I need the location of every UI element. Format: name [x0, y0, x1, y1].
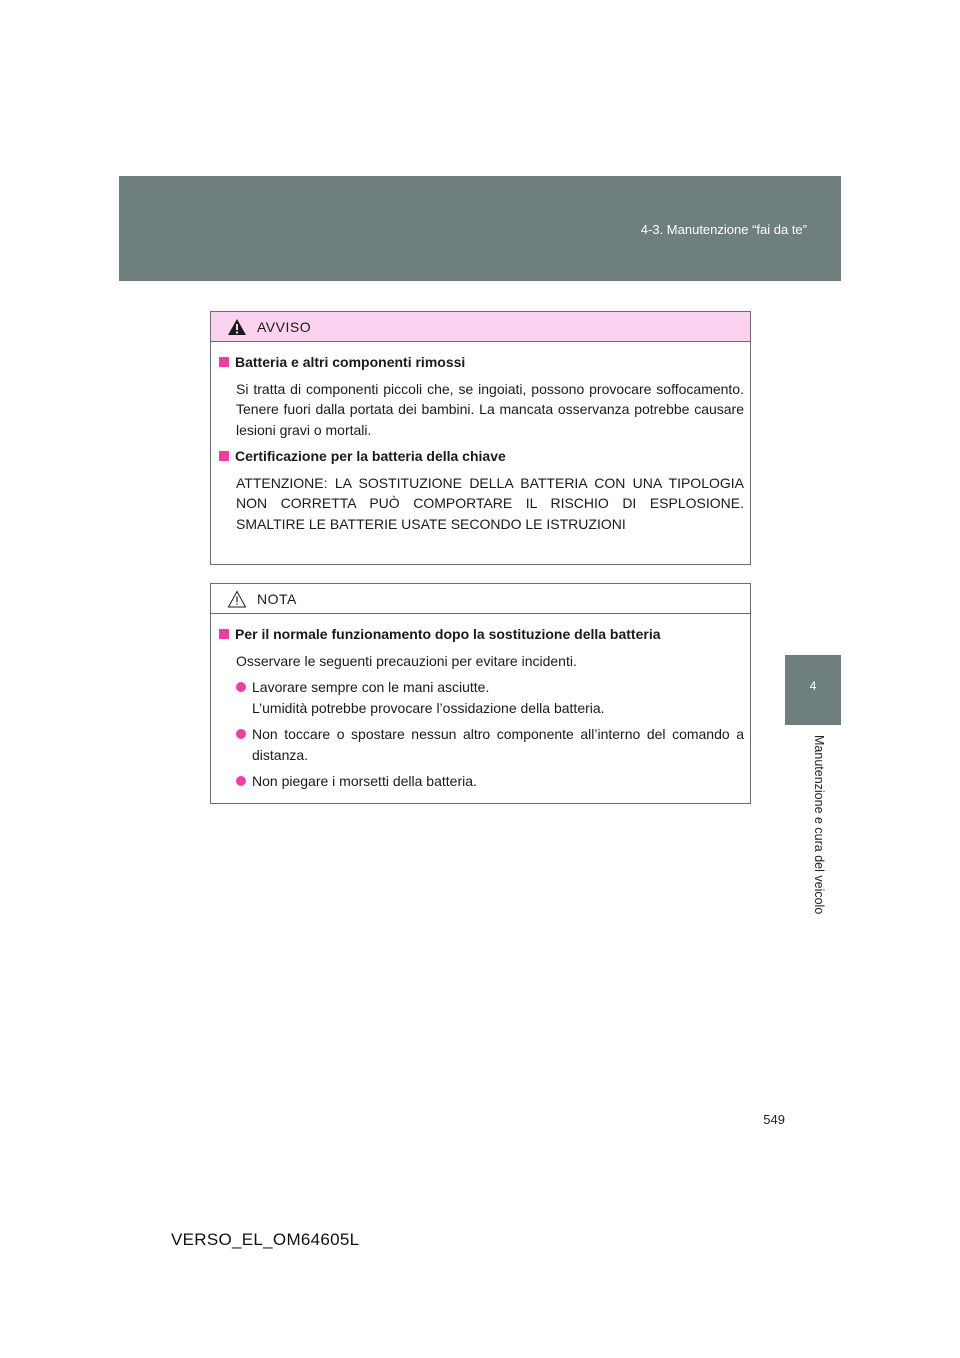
- note-box: [210, 583, 751, 804]
- round-bullet-icon: [236, 682, 246, 692]
- note-body: [211, 614, 750, 792]
- note-intro: Osservare le seguenti precauzioni per evitare incidenti.: [236, 652, 577, 669]
- document-code: VERSO_EL_OM64605L: [171, 1230, 360, 1249]
- square-bullet-icon: [219, 629, 229, 639]
- warning-box: [210, 311, 751, 565]
- warning-header: [211, 312, 750, 342]
- chapter-tab: [785, 655, 841, 725]
- warning-label: AVVISO: [257, 318, 312, 335]
- square-bullet-icon: [219, 451, 229, 461]
- warning-body: [211, 342, 750, 534]
- warning-section-text: ATTENZIONE: LA SOSTITUZIONE DELLA BATTERIA CON UNA TIPOLOGIA NON CORRETTA PUÒ COMPORTARE IL RISCHIO DI ESPLOSIONE. SMALTIRE LE BATTERIE USATE SECONDO LE ISTRUZIONI: [236, 474, 744, 532]
- round-bullet-icon: [236, 776, 246, 786]
- warning-section-text: Si tratta di componenti piccoli che, se ingoiati, possono provocare soffocamento. Tenere fuori dalla portata dei bambini. La mancata osservanza potrebbe causare lesioni gravi o mortali.: [236, 380, 744, 438]
- square-bullet-icon: [219, 357, 229, 367]
- page-number: 549: [763, 1112, 785, 1127]
- header-band: [119, 176, 841, 281]
- warning-triangle-icon: [227, 318, 247, 336]
- chapter-label-text: Manutenzione e cura del veicolo: [812, 735, 826, 915]
- warning-section-title: Certificazione per la batteria della chiave: [219, 446, 744, 467]
- note-bullet: Lavorare sempre con le mani asciutte. L’umidità potrebbe provocare l’ossidazione della batteria.: [236, 677, 744, 718]
- round-bullet-icon: [236, 729, 246, 739]
- caution-triangle-outline-icon: [227, 590, 247, 608]
- note-bullet: Non toccare o spostare nessun altro componente all’interno del comando a distanza.: [236, 724, 744, 765]
- chapter-number: 4: [809, 679, 817, 693]
- warning-section-title: Batteria e altri componenti rimossi: [219, 352, 744, 373]
- section-title: 4-3. Manutenzione “fai da te”: [640, 222, 807, 237]
- note-label: NOTA: [257, 590, 297, 607]
- note-section-title: Per il normale funzionamento dopo la sostituzione della batteria: [219, 624, 744, 645]
- note-bullet: Non piegare i morsetti della batteria.: [236, 771, 744, 792]
- chapter-label: [812, 735, 826, 940]
- note-header: [211, 584, 750, 614]
